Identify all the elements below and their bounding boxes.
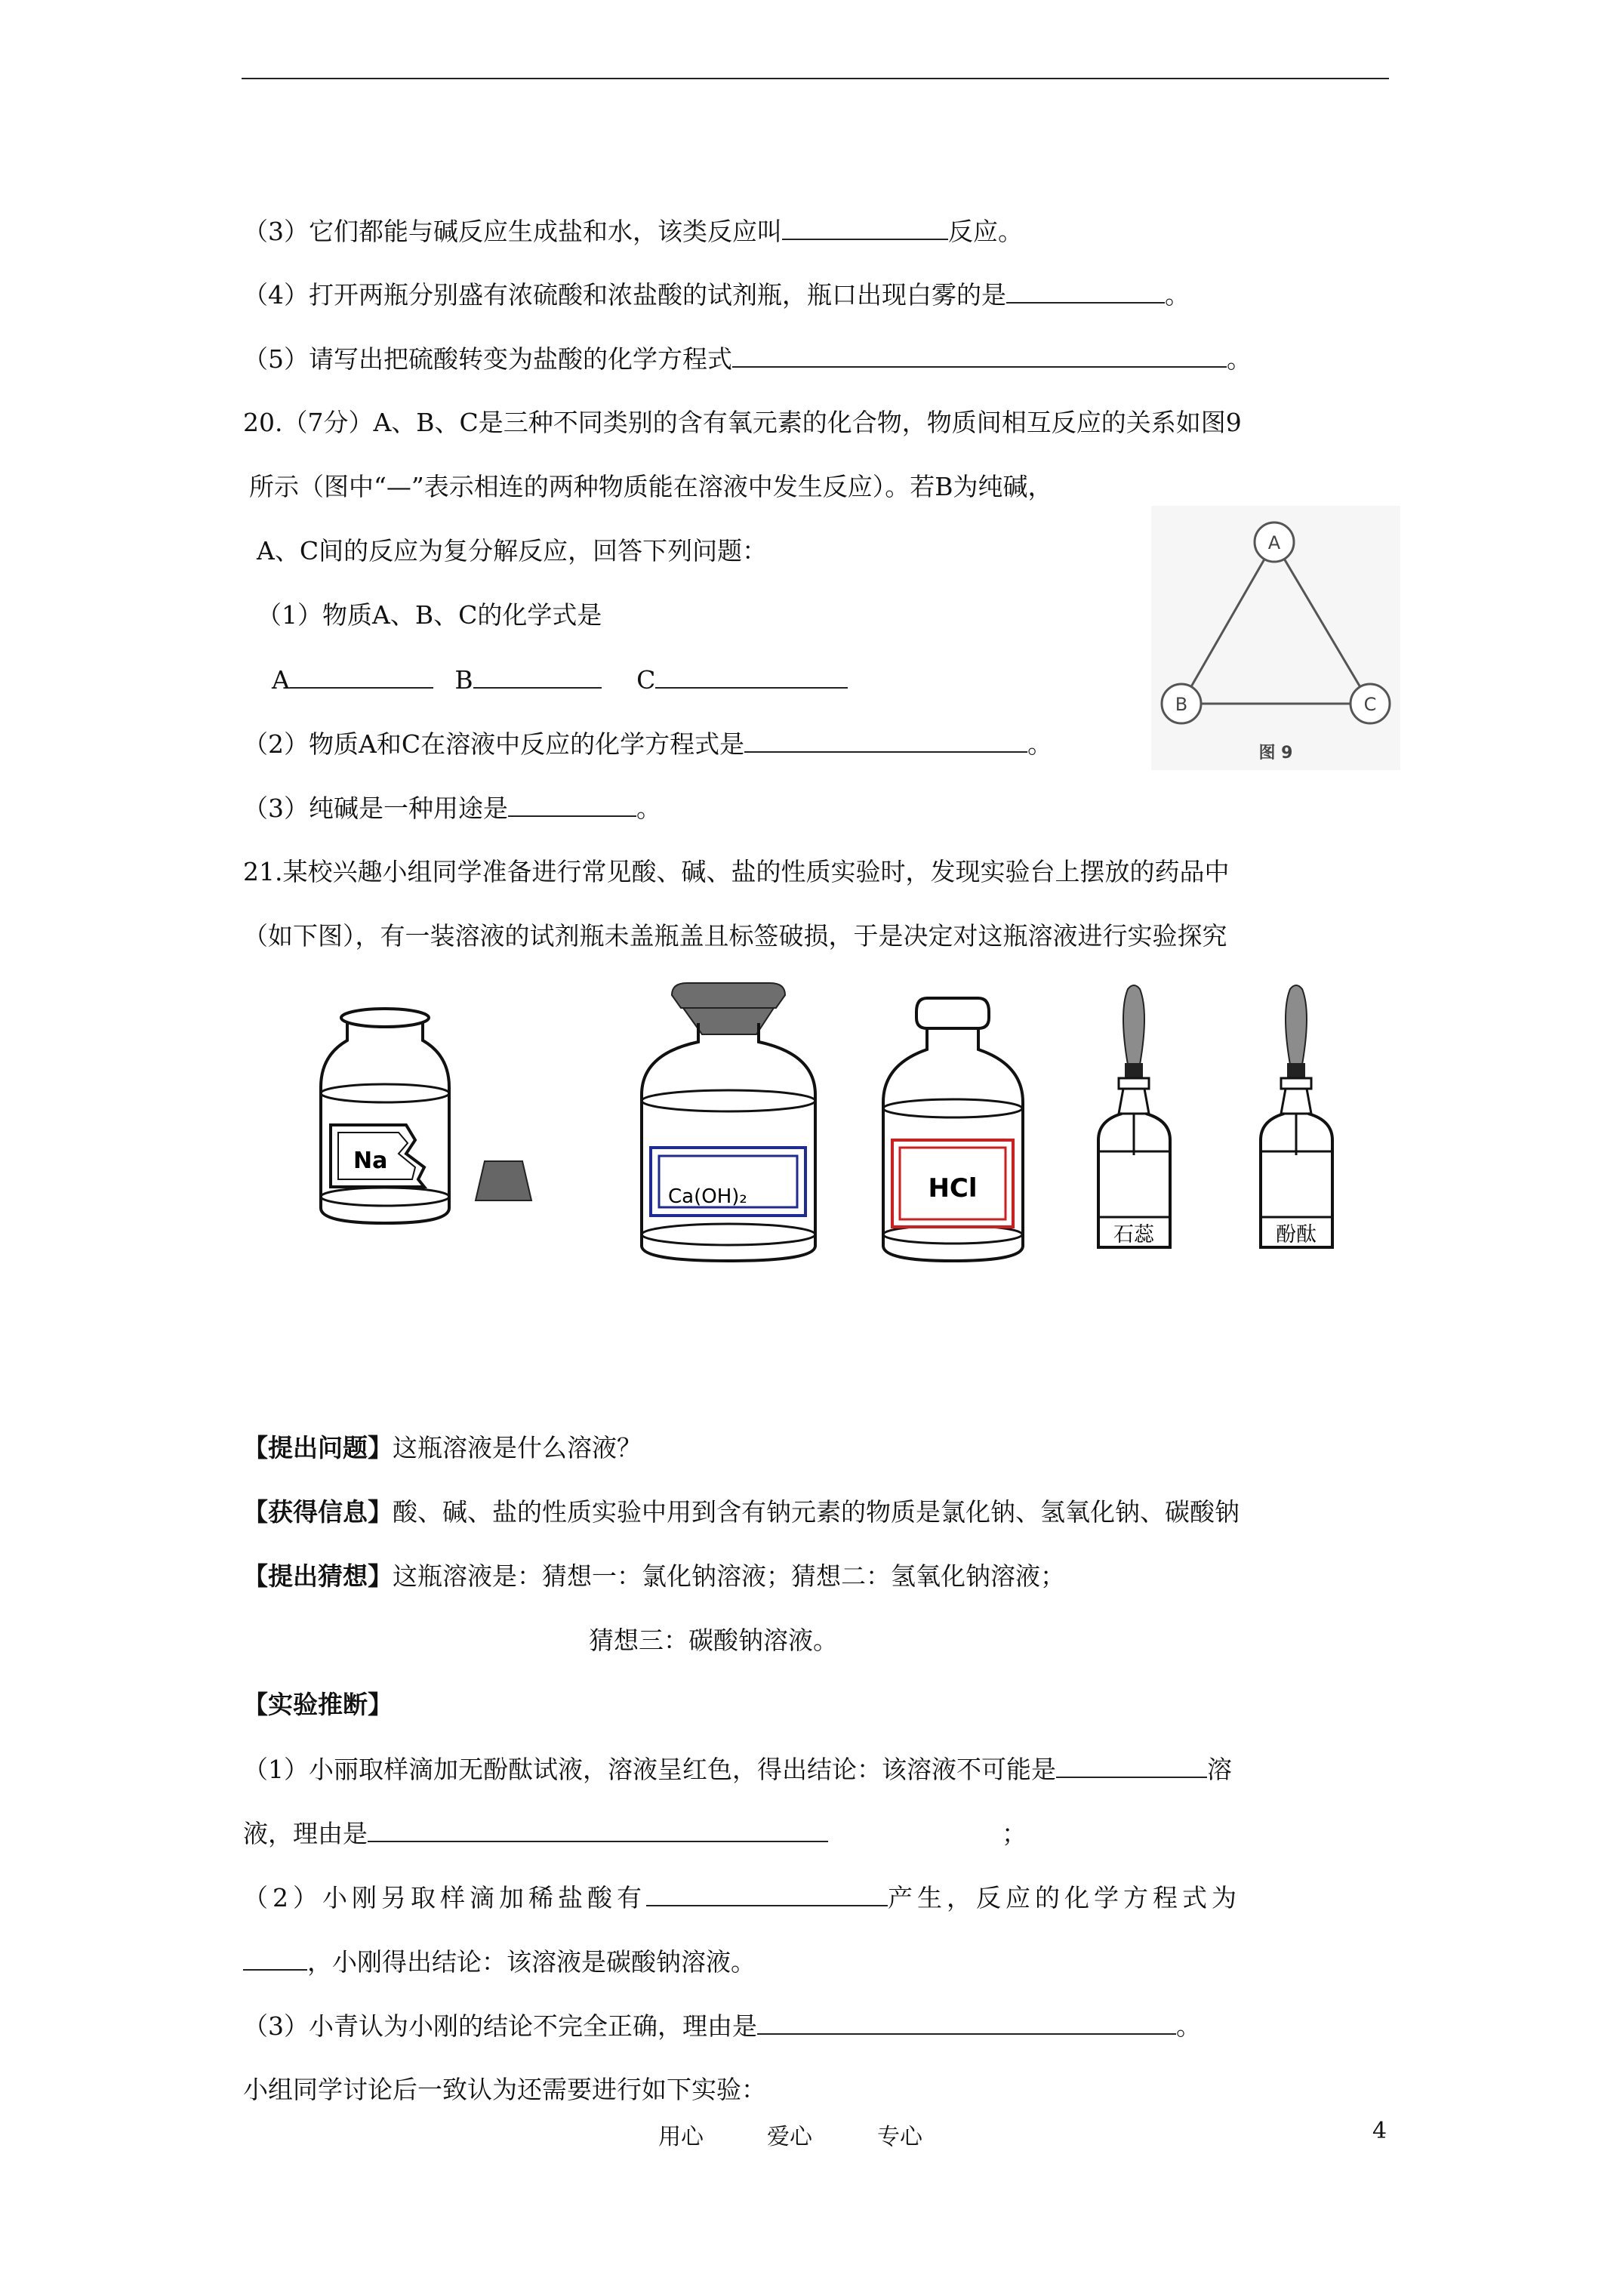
- guess-three: 猜想三：碳酸钠溶液。: [589, 1626, 838, 1655]
- hcl-label-text: HCl: [928, 1173, 978, 1203]
- caoh2-bottle: [642, 983, 815, 1261]
- na-label-text: Na: [353, 1148, 388, 1174]
- q20-line2: 所示（图中“—”表示相连的两种物质能在溶液中发生反应）。若B为纯碱，: [249, 472, 1053, 501]
- inference-heading: 【实验推断】: [243, 1690, 393, 1719]
- info-section: 【获得信息】酸、碱、盐的性质实验中用到含有钠元素的物质是氯化钠、氢氧化钠、碳酸钠: [243, 1497, 1240, 1527]
- discussion-line: 小组同学讨论后一致认为还需要进行如下实验：: [243, 2075, 766, 2104]
- answer-blank[interactable]: [368, 1817, 828, 1842]
- answer-blank[interactable]: [646, 1881, 888, 1906]
- answer-blank[interactable]: [508, 791, 636, 817]
- q20-formula-blanks: A B C: [272, 663, 848, 697]
- reagent-bottles-figure: [310, 982, 1404, 1268]
- answer-blank[interactable]: [243, 1945, 307, 1971]
- litmus-label-text: 石蕊: [1113, 1223, 1154, 1247]
- q20-line1: 20.（7分）A、B、C是三种不同类别的含有氧元素的化合物，物质间相互反应的关系如图9: [243, 408, 1242, 437]
- footer-mid: 爱心: [767, 2124, 812, 2150]
- hcl-stopper: [916, 998, 989, 1028]
- answer-blank[interactable]: [1006, 278, 1165, 304]
- q19-item4: （4）打开两瓶分别盛有浓硫酸和浓盐酸的试剂瓶，瓶口出现白雾的是 。: [243, 278, 1190, 312]
- answer-blank[interactable]: [744, 727, 1027, 753]
- q21-line1: 21.某校兴趣小组同学准备进行常见酸、碱、盐的性质实验时，发现实验台上摆放的药品中: [243, 857, 1230, 886]
- node-c-label: C: [1363, 694, 1377, 715]
- inference-item3: （3）小青认为小刚的结论不完全正确，理由是 。: [243, 2009, 1201, 2043]
- broken-label-bottle: [321, 1009, 449, 1223]
- q19-item3: （3）它们都能与碱反应生成盐和水，该类反应叫 反应。: [243, 214, 1023, 248]
- answer-blank[interactable]: [782, 214, 948, 240]
- inference-item1-reason: 液，理由是 ；: [243, 1817, 1027, 1851]
- figure-caption: 图 9: [1258, 744, 1293, 763]
- loose-stopper: [476, 1161, 531, 1200]
- caoh2-label-text: Ca(OH)₂: [668, 1185, 747, 1208]
- q20-item2: （2）物质A和C在溶液中反应的化学方程式是 。: [243, 727, 1052, 761]
- phenol-label-text: 酚酞: [1276, 1223, 1317, 1247]
- inference-item2-conclusion: ，小刚得出结论：该溶液是碳酸钠溶液。: [243, 1945, 756, 1979]
- answer-blank-c[interactable]: [655, 663, 848, 689]
- litmus-bulb: [1123, 985, 1144, 1065]
- answer-blank[interactable]: [732, 342, 1227, 368]
- q21-line2: （如下图），有一装溶液的试剂瓶未盖瓶盖且标签破损，于是决定对这瓶溶液进行实验探究: [243, 921, 1227, 951]
- q20-item1: （1）物质A、B、C的化学式是: [257, 600, 602, 630]
- q19-item5: （5）请写出把硫酸转变为盐酸的化学方程式 。: [243, 342, 1252, 376]
- hcl-bottle: [883, 998, 1023, 1261]
- phenol-bulb: [1286, 985, 1307, 1065]
- figure-9: [1151, 506, 1400, 770]
- header-rule: [242, 78, 1389, 79]
- q20-item3: （3）纯碱是一种用途是 。: [243, 791, 661, 825]
- footer-left: 用心: [658, 2124, 704, 2150]
- page-number: 4: [1372, 2118, 1387, 2144]
- q20-line3: A、C间的反应为复分解反应，回答下列问题：: [257, 536, 768, 566]
- node-a-label: A: [1267, 532, 1281, 553]
- inference-item1: （1）小丽取样滴加无酚酞试液，溶液呈红色，得出结论：该溶液不可能是 溶: [243, 1752, 1232, 1786]
- guess-section: 【提出猜想】这瓶溶液是：猜想一：氯化钠溶液；猜想二：氢氧化钠溶液；: [243, 1561, 1065, 1591]
- answer-blank-a[interactable]: [290, 663, 433, 689]
- inference-item2: （2）小刚另取样滴加稀盐酸有 产生，反应的化学方程式为: [243, 1881, 1241, 1915]
- footer-right: 专心: [877, 2124, 922, 2150]
- litmus-dropper-bottle: [1098, 985, 1170, 1247]
- answer-blank[interactable]: [1056, 1752, 1207, 1778]
- node-b-label: B: [1175, 694, 1188, 715]
- answer-blank-b[interactable]: [473, 663, 602, 689]
- phenolphthalein-dropper-bottle: [1261, 985, 1332, 1247]
- question-section: 【提出问题】这瓶溶液是什么溶液？: [243, 1433, 642, 1462]
- caoh2-stopper: [672, 983, 785, 1008]
- answer-blank[interactable]: [757, 2009, 1176, 2035]
